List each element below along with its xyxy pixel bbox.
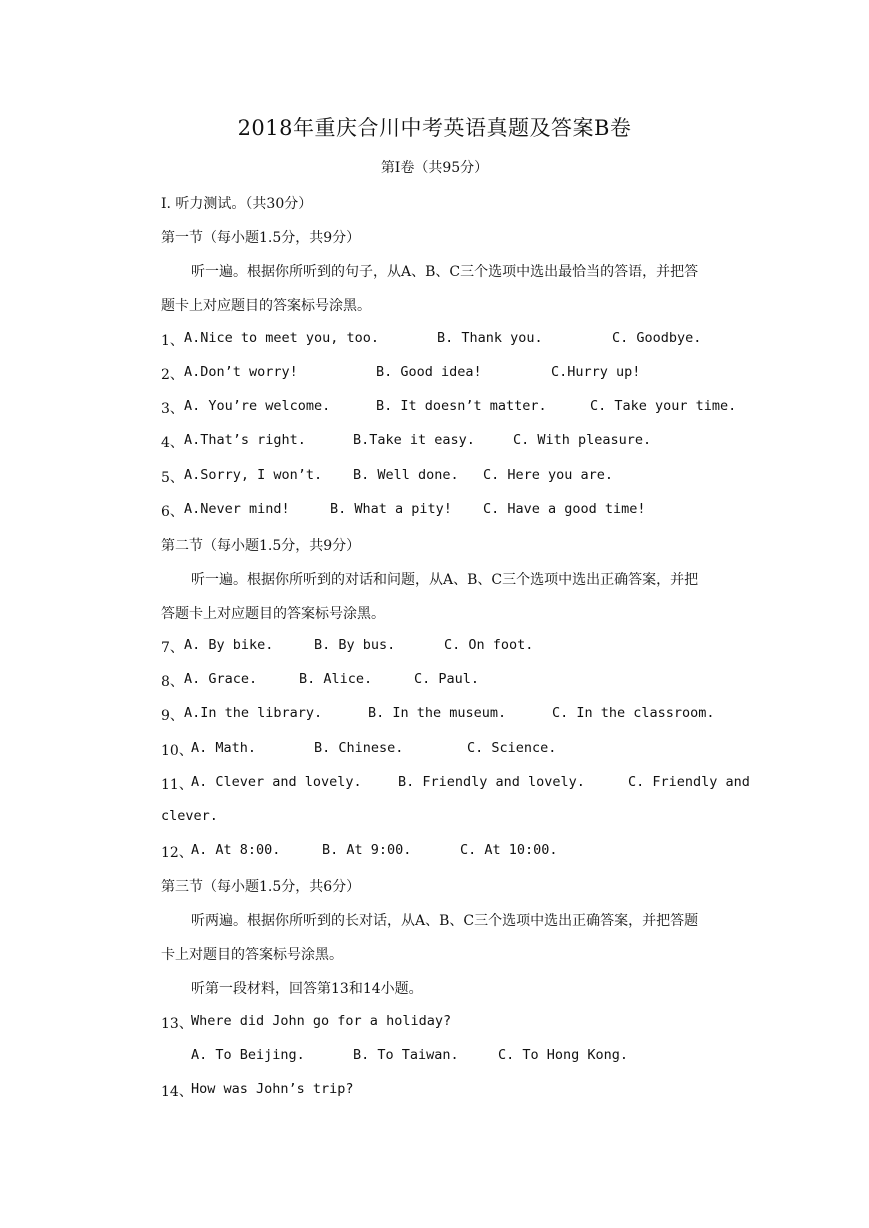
passage1-label: 听第一段材料，回答第13和14小题。 (191, 981, 423, 997)
option-a: A. Math. (191, 740, 257, 756)
option-a: A. You’re welcome. (184, 398, 331, 414)
option-b: B. What a pity! (330, 501, 452, 517)
option-b: B. In the museum. (368, 705, 507, 721)
question-number: 6、 (161, 504, 184, 520)
option-c-continuation: clever. (161, 808, 218, 824)
option-a: A.That’s right. (184, 432, 306, 448)
option-c: C. In the classroom. (552, 705, 715, 721)
option-a: A.Sorry, I won’t. (184, 467, 323, 483)
question-text: Where did John go for a holiday? (191, 1013, 452, 1029)
section2-instruction: 听一遍。根据你所听到的对话和问题，从A、B、C三个选项中选出正确答案，并把 (191, 572, 699, 588)
option-a: A. At 8:00. (191, 842, 281, 858)
option-c: C. On foot. (444, 637, 534, 653)
option-a: A. Clever and lovely. (191, 774, 362, 790)
option-c: C. Have a good time! (483, 501, 646, 517)
option-a: A. By bike. (184, 637, 274, 653)
section3-instruction-cont: 卡上对题目的答案标号涂黑。 (161, 947, 343, 963)
option-b: B. Alice. (299, 671, 373, 687)
option-c: C. Friendly and (628, 774, 750, 790)
section1-heading: 第一节（每小题1.5分，共9分） (161, 230, 361, 246)
question-number: 8、 (161, 674, 184, 690)
part-heading: I. 听力测试。（共30分） (161, 196, 313, 212)
option-b: B. Chinese. (314, 740, 404, 756)
option-c: C. Here you are. (483, 467, 614, 483)
section2-instruction-cont: 答题卡上对应题目的答案标号涂黑。 (161, 606, 385, 622)
section2-heading: 第二节（每小题1.5分，共9分） (161, 538, 361, 554)
question-number: 5、 (161, 470, 184, 486)
option-c: C. Science. (467, 740, 557, 756)
question-number: 12、 (161, 845, 193, 861)
option-a: A. To Beijing. (191, 1047, 305, 1063)
option-a: A.In the library. (184, 705, 323, 721)
option-a: A.Nice to meet you, too. (184, 330, 380, 346)
option-c: C. With pleasure. (513, 432, 652, 448)
paper-subtitle: 第I卷（共95分） (380, 160, 489, 176)
question-number: 11、 (161, 777, 193, 793)
option-a: A. Grace. (184, 671, 258, 687)
question-number: 3、 (161, 401, 184, 417)
option-b: B. Good idea! (376, 364, 482, 380)
question-number: 4、 (161, 435, 184, 451)
option-c: C. Take your time. (590, 398, 737, 414)
question-number: 2、 (161, 367, 184, 383)
option-b: B. By bus. (314, 637, 396, 653)
question-number: 14、 (161, 1084, 193, 1100)
option-a: A.Don’t worry! (184, 364, 298, 380)
option-b: B.Take it easy. (353, 432, 475, 448)
section1-instruction: 听一遍。根据你所听到的句子，从A、B、C三个选项中选出最恰当的答语，并把答 (191, 264, 699, 280)
option-c: C.Hurry up! (551, 364, 641, 380)
option-c: C. Goodbye. (612, 330, 702, 346)
option-b: B. Friendly and lovely. (398, 774, 585, 790)
option-b: B. At 9:00. (322, 842, 412, 858)
question-text: How was John’s trip? (191, 1081, 354, 1097)
page-title: 2018年重庆合川中考英语真题及答案B卷 (237, 116, 632, 140)
option-b: B. To Taiwan. (353, 1047, 459, 1063)
option-c: C. Paul. (414, 671, 480, 687)
option-a: A.Never mind! (184, 501, 290, 517)
section3-heading: 第三节（每小题1.5分，共6分） (161, 879, 361, 895)
question-number: 1、 (161, 333, 184, 349)
option-c: C. At 10:00. (460, 842, 558, 858)
question-number: 9、 (161, 708, 184, 724)
option-c: C. To Hong Kong. (498, 1047, 629, 1063)
section3-instruction: 听两遍。根据你所听到的长对话，从A、B、C三个选项中选出正确答案，并把答题 (191, 913, 699, 929)
option-b: B. Thank you. (437, 330, 543, 346)
option-b: B. Well done. (353, 467, 459, 483)
option-b: B. It doesn’t matter. (376, 398, 547, 414)
question-number: 13、 (161, 1016, 193, 1032)
section1-instruction-cont: 题卡上对应题目的答案标号涂黑。 (161, 298, 371, 314)
question-number: 10、 (161, 743, 193, 759)
question-number: 7、 (161, 640, 184, 656)
